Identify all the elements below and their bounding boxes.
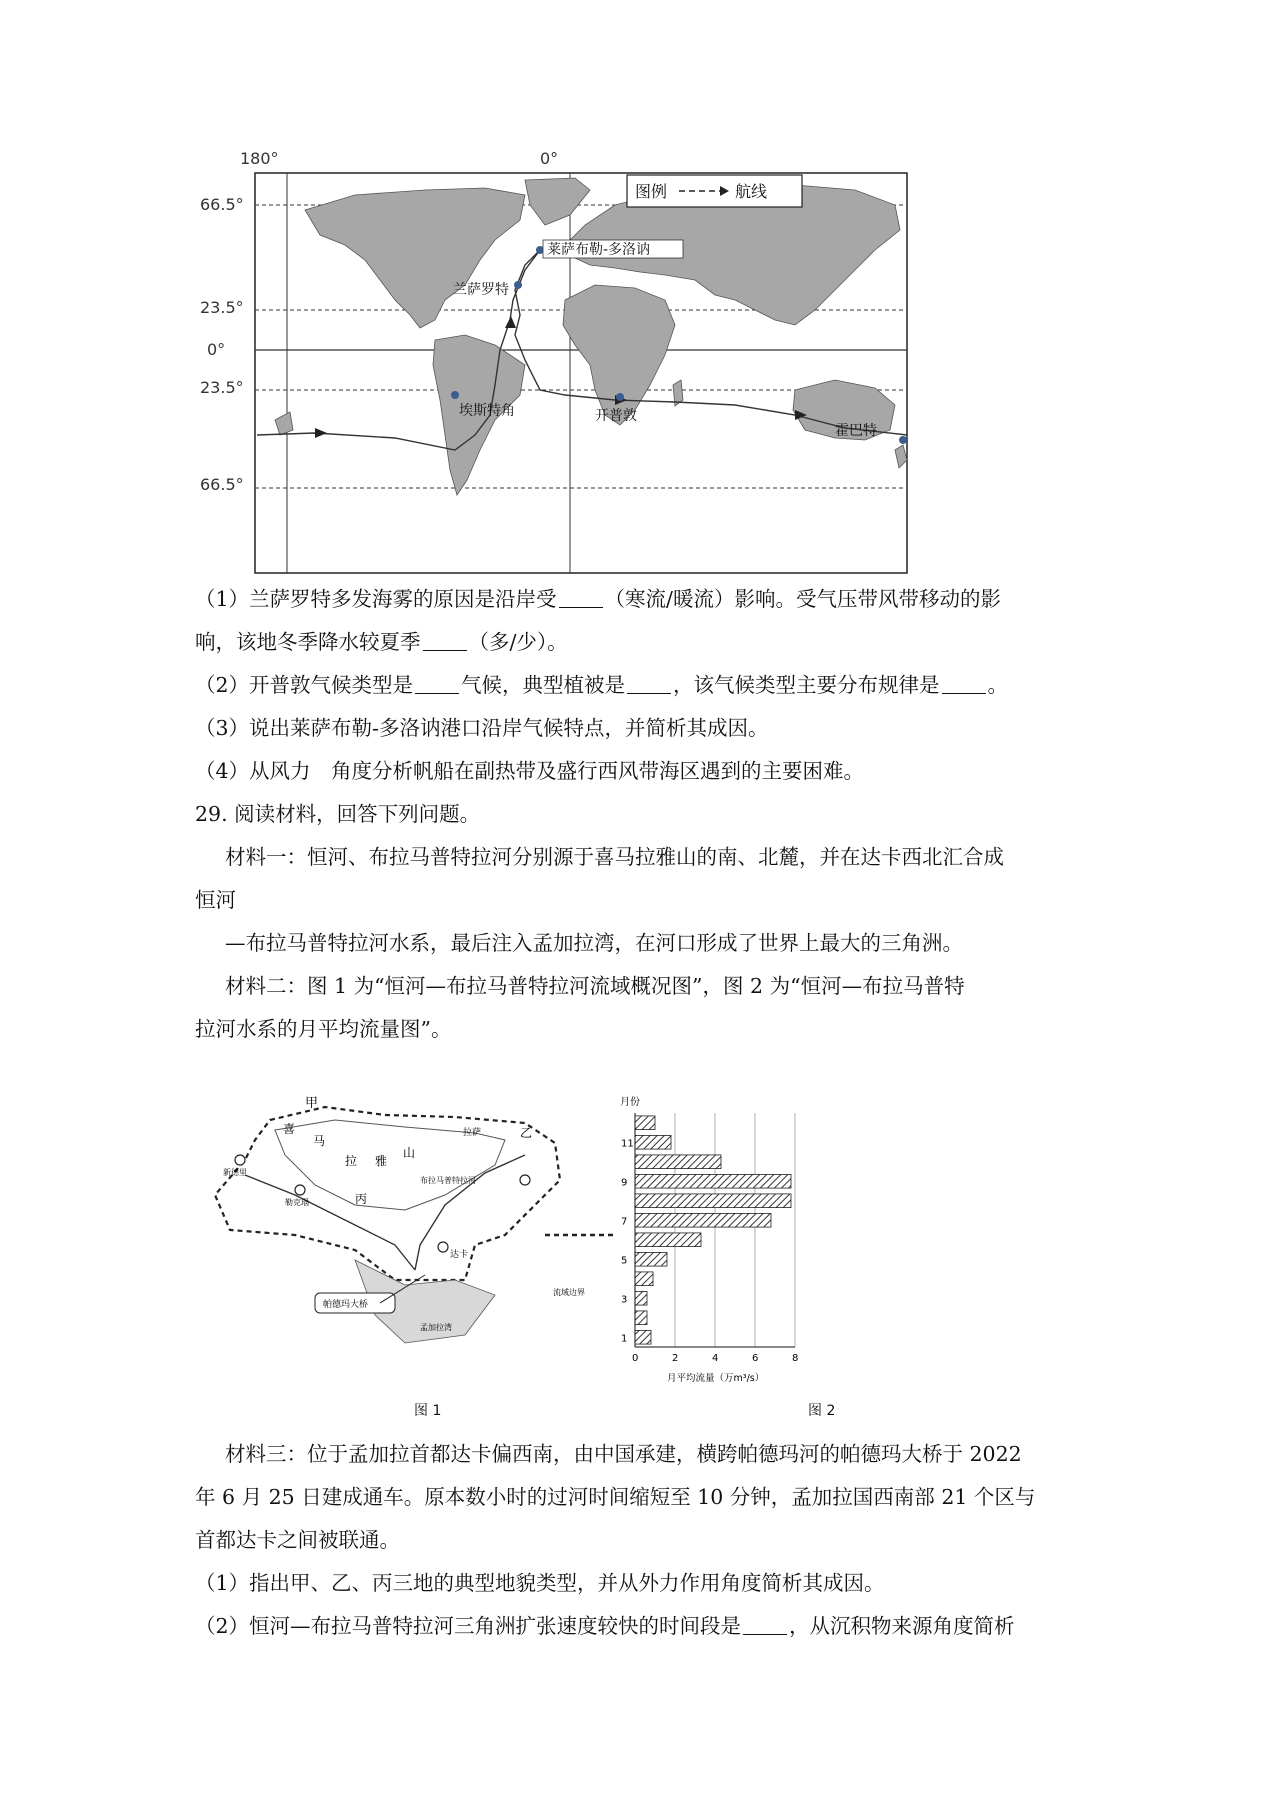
world-route-map [195, 150, 915, 580]
answer-blank [415, 675, 459, 694]
q29-material1-line2: 恒河 [195, 888, 236, 912]
answer-blank [559, 589, 603, 608]
ytick-label: 7 [621, 1216, 628, 1228]
bar-month-3 [635, 1291, 647, 1305]
lat-label-23n: 23.5° [200, 298, 244, 317]
bar-month-6 [635, 1233, 701, 1247]
label-bay-of-bengal: 孟加拉湾 [420, 1323, 452, 1332]
chart-ylabel: 月份 [620, 1097, 640, 1108]
bar-month-4 [635, 1272, 653, 1286]
q29-material3-line3: 首都达卡之间被联通。 [195, 1528, 400, 1552]
place-lanzarote: 兰萨罗特 [453, 282, 509, 298]
lat-label-23s: 23.5° [200, 378, 244, 397]
label-new-delhi: 新德里 [223, 1168, 247, 1177]
bar-month-10 [635, 1155, 721, 1169]
label-bing: 丙 [355, 1192, 368, 1206]
basin-map [215, 1096, 615, 1343]
lat-label-66s: 66.5° [200, 475, 244, 494]
ytick-label: 3 [621, 1294, 628, 1306]
q29-material2-line1: 材料二：图 1 为“恒河—布拉马普特拉河流域概况图”，图 2 为“恒河—布拉马普特 [225, 974, 965, 998]
bar-month-8 [635, 1194, 791, 1208]
q28-part4: （4）从风力 角度分析帆船在副热带及盛行西风带海区遇到的主要困难。 [195, 759, 865, 783]
q29-material3-line2: 年 6 月 25 日建成通车。原本数小时的过河时间缩短至 10 分钟，孟加拉国西南部 21 个区与 [195, 1485, 1036, 1509]
answer-blank [423, 632, 467, 651]
q29-material1-line1: 材料一：恒河、布拉马普特拉河分别源于喜马拉雅山的南、北麓，并在达卡西北汇合成 [225, 845, 1004, 869]
lon-label-0: 0° [540, 150, 559, 168]
label-lucknow: 勒克瑙 [285, 1198, 309, 1207]
label-jia: 甲 [305, 1096, 319, 1111]
label-shan: 山 [403, 1146, 416, 1160]
q29-material2-line2: 拉河水系的月平均流量图”。 [195, 1017, 452, 1041]
label-ya: 雅 [375, 1154, 388, 1168]
label-lhasa: 拉萨 [463, 1128, 482, 1138]
lon-label-180: 180° [240, 150, 279, 168]
place-cabo-este: 埃斯特角 [459, 403, 515, 419]
fig2-caption: 图 2 [808, 1403, 836, 1419]
label-padma-bridge: 帕德玛大桥 [323, 1300, 369, 1310]
bar-month-1 [635, 1330, 651, 1344]
xtick-label: 8 [792, 1353, 799, 1364]
label-ma: 马 [313, 1134, 326, 1148]
chart-bars [635, 1116, 791, 1344]
q29-material1-line3: —布拉马普特拉河水系，最后注入孟加拉湾，在河口形成了世界上最大的三角洲。 [225, 931, 963, 955]
answer-blank [743, 1616, 787, 1635]
label-brahmaputra: 布拉马普特拉河 [420, 1176, 476, 1185]
bar-month-11 [635, 1135, 671, 1149]
q28-part1-line1: （1）兰萨罗特多发海雾的原因是沿岸受 （寒流/暖流）影响。受气压带风带移动的影 [195, 587, 1001, 611]
bar-month-9 [635, 1174, 791, 1188]
label-dhaka: 达卡 [450, 1250, 469, 1260]
q28-part2: （2）开普敦气候类型是 气候，典型植被是 ，该气候类型主要分布规律是 。 [195, 673, 1009, 697]
answer-blank [942, 675, 986, 694]
ytick-label: 1 [621, 1333, 628, 1345]
flow-chart [620, 1096, 798, 1384]
bar-month-7 [635, 1213, 771, 1227]
label-yi: 乙 [520, 1126, 533, 1140]
label-basin-boundary: 流域边界 [553, 1288, 585, 1297]
ytick-label: 9 [621, 1177, 628, 1189]
xtick-label: 0 [632, 1353, 639, 1364]
legend-label: 图例 [635, 182, 668, 201]
q29-heading: 29. 阅读材料，回答下列问题。 [195, 802, 481, 826]
label-la: 拉 [345, 1154, 358, 1168]
label-xi: 喜 [283, 1122, 296, 1136]
fig1-caption: 图 1 [414, 1403, 442, 1419]
place-cape-town: 开普敦 [595, 408, 637, 424]
ytick-label: 11 [621, 1138, 634, 1150]
q29-material3-line1: 材料三：位于孟加拉首都达卡偏西南，由中国承建，横跨帕德玛河的帕德玛大桥于 2022 [225, 1442, 1022, 1466]
q28-part1-line2: 响，该地冬季降水较夏季 （多/少）。 [195, 630, 568, 654]
legend-route: 航线 [735, 182, 768, 201]
q29-part1: （1）指出甲、乙、丙三地的典型地貌类型，并从外力作用角度简析其成因。 [195, 1571, 885, 1595]
xtick-label: 4 [712, 1353, 719, 1364]
q28-part3: （3）说出莱萨布勒-多洛讷港口沿岸气候特点，并简析其成因。 [195, 716, 769, 740]
place-les-sables: 莱萨布勒-多洛讷 [547, 242, 651, 258]
bar-month-2 [635, 1311, 647, 1325]
figures-1-2 [205, 1085, 925, 1385]
xtick-label: 6 [752, 1353, 759, 1364]
lat-label-66n: 66.5° [200, 195, 244, 214]
bar-month-12 [635, 1116, 655, 1130]
chart-xlabel: 月平均流量（万m³/s） [667, 1373, 765, 1384]
lat-label-0: 0° [207, 340, 226, 359]
ytick-label: 5 [621, 1255, 628, 1267]
bar-month-5 [635, 1252, 667, 1266]
q29-part2: （2）恒河—布拉马普特拉河三角洲扩张速度较快的时间段是 ，从沉积物来源角度简析 [195, 1614, 1015, 1638]
xtick-label: 2 [672, 1353, 679, 1364]
answer-blank [627, 675, 671, 694]
place-hobart: 霍巴特 [835, 423, 877, 439]
